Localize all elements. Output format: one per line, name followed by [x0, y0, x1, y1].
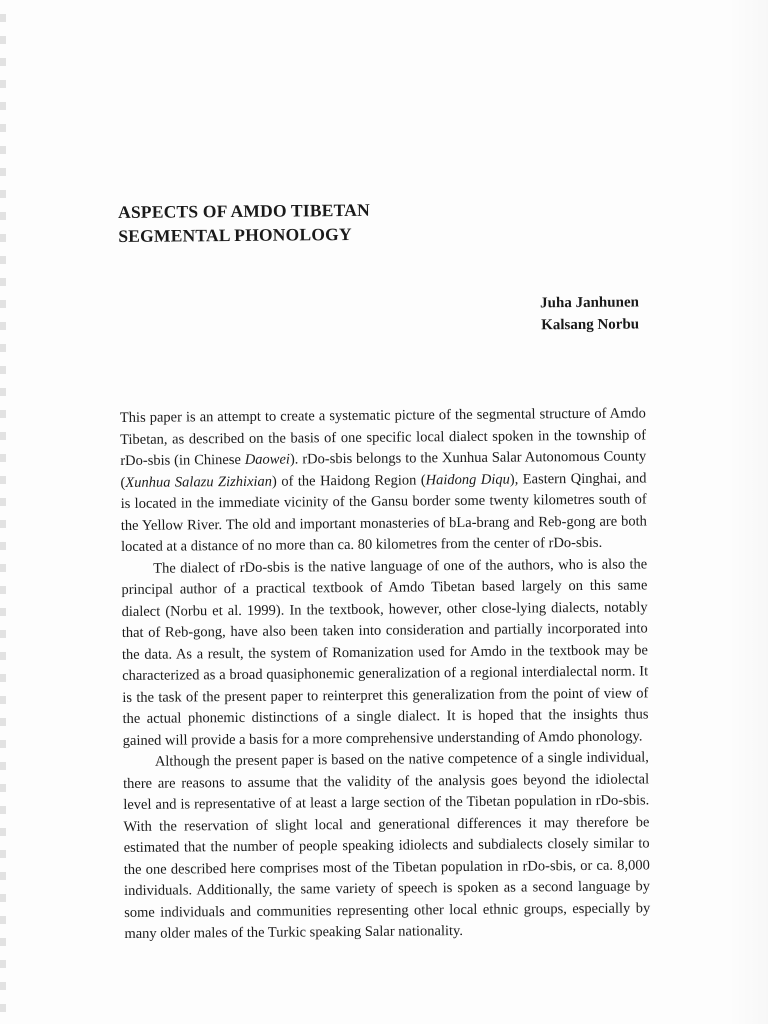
text-run: ) of the Haidong Region (	[271, 471, 426, 490]
italic-term: Daowei	[244, 451, 290, 468]
author-name: Juha Janhunen	[540, 294, 639, 312]
paragraph-2	[121, 554, 649, 752]
paper-title-line-1: ASPECTS OF AMDO TIBETAN	[118, 199, 370, 222]
author-name: Kalsang Norbu	[541, 316, 640, 334]
page-shadow	[728, 0, 768, 1024]
text-run: Although the present paper is based on the native competence of a single individual, there are reasons to assume that the validity of the analysis goes beyond the idiolectal level and is representative of at least a large section of the Tibetan population in rDo-sbis. With the reservation of slight local and generational differences it may therefore be estimated that the number of people speaking idiolects and subdialects closely similar to the one described here comprises most of the Tibetan population in rDo-sbis, or ca. 8,000 individuals. Additionally, the same variety of speech is spoken as a second language by some individuals and communities representing other local ethnic groups, especially by many older males of the Turkic speaking Salar nationality.	[123, 749, 651, 942]
text-run: This paper is an attempt to create a systematic picture of the segmental structure of Amdo Tibetan, as described on the basis of one specific local dialect spoken in the township of rDo-sbis (in Chinese	[119, 405, 647, 469]
text-run: ), Eastern Qinghai, and is located in the immediate vicinity of the Gansu border some twenty kilometres south of the Yellow River. The old and important monasteries of bLa-brang and Reb-gong are both located at a distance of no more than ca. 80 kilometres from the center of rDo-sbis.	[120, 469, 647, 555]
italic-term: Xunhua Salazu Zizhixian	[125, 473, 273, 491]
paragraph-1	[120, 403, 647, 558]
paper-content	[118, 195, 650, 945]
paper-title	[118, 195, 644, 248]
text-run: ). rDo-sbis belongs to the Xunhua Salar Autonomous County (	[120, 448, 647, 491]
page-binding-edge	[0, 0, 6, 1024]
body-text	[120, 403, 651, 945]
italic-term: Haidong Diqu	[425, 471, 510, 488]
author-list	[119, 291, 645, 340]
paper-title-line-2: SEGMENTAL PHONOLOGY	[118, 223, 352, 246]
text-run: The dialect of rDo-sbis is the native language of one of the authors, who is also the principal author of a practical textbook of Amdo Tibetan based largely on this same dialect (Norbu et al. 1999). In the textbook, however, other close-lying dialects, notably that of Reb-gong, have also been taken into consideration and partially incorporated into the data. As a result, the system of Romanization used for Amdo in the textbook may be characterized as a broad quasiphonemic generalization of a regional interdialectal norm. It is the task of the present paper to reinterpret this generalization from the point of view of the actual phonemic distinctions of a single dialect. It is hoped that the insights thus gained will provide a basis for a more comprehensive understanding of Amdo phonology.	[121, 555, 649, 749]
paragraph-3	[123, 747, 651, 945]
